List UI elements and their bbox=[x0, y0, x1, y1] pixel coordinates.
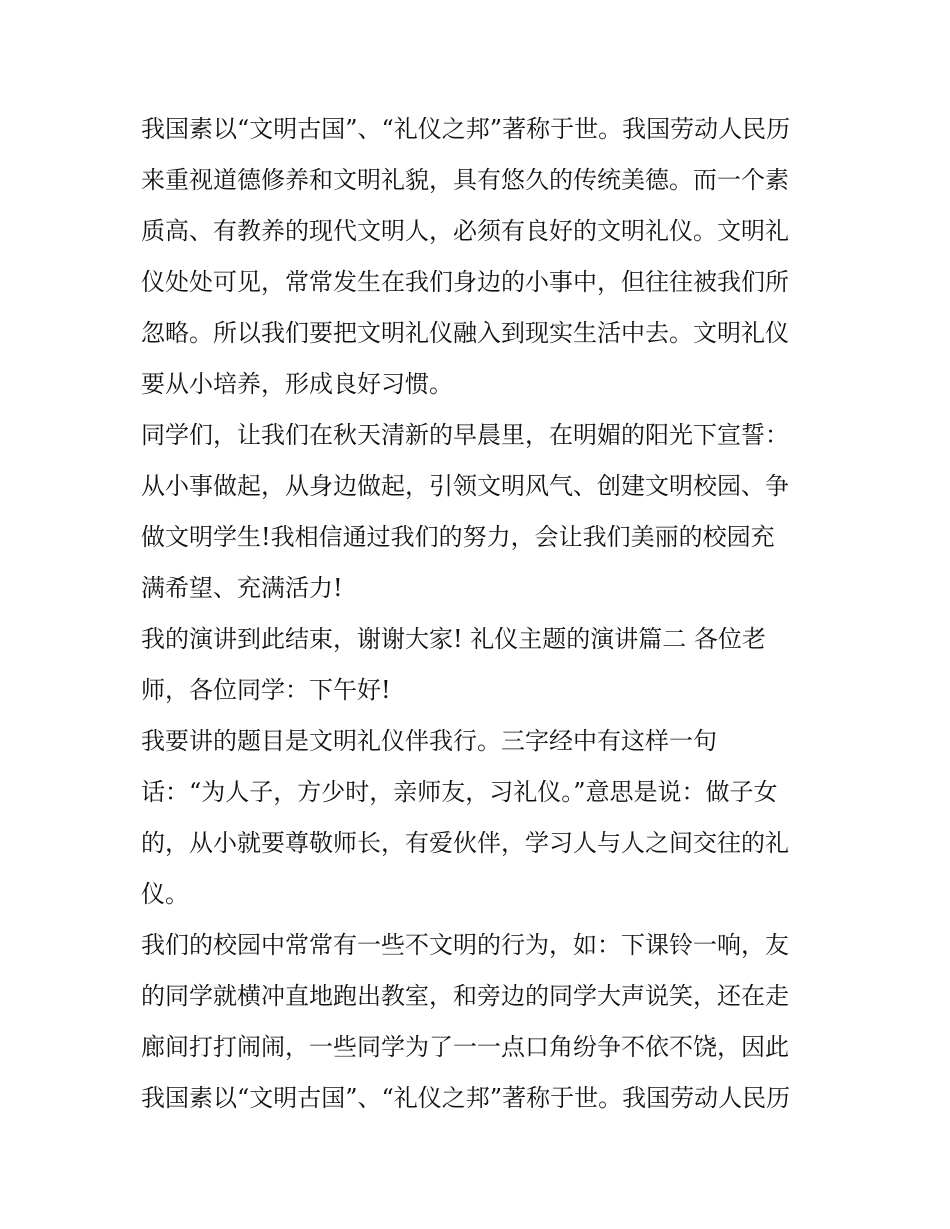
body-text bbox=[141, 104, 821, 1124]
text-line: 从小事做起，从身边做起，引领文明风气、创建文明校园、争 bbox=[141, 472, 789, 500]
text-line: 质高、有教养的现代文明人，必须有良好的文明礼仪。文明礼 bbox=[141, 217, 789, 245]
text-line: 忽略。所以我们要把文明礼仪融入到现实生活中去。文明礼仪 bbox=[141, 319, 789, 347]
text-line: 话：“为人子，方少时，亲师友，习礼仪。”意思是说：做子女 bbox=[141, 778, 778, 806]
text-line: 我的演讲到此结束，谢谢大家! 礼仪主题的演讲篇二 各位老 bbox=[141, 625, 766, 653]
text-line: 仪处处可见，常常发生在我们身边的小事中，但往往被我们所 bbox=[141, 268, 789, 296]
text-line: 仪。 bbox=[141, 880, 189, 908]
text-line: 做文明学生!我相信通过我们的努力，会让我们美丽的校园充 bbox=[141, 523, 775, 551]
text-line: 师，各位同学：下午好! bbox=[141, 676, 391, 704]
text-line: 满希望、充满活力! bbox=[141, 574, 343, 602]
text-line: 我们的校园中常常有一些不文明的行为，如：下课铃一响，友 bbox=[141, 931, 789, 959]
text-line: 的同学就横冲直地跑出教室，和旁边的同学大声说笑，还在走 bbox=[141, 982, 789, 1010]
text-line: 来重视道德修养和文明礼貌，具有悠久的传统美德。而一个素 bbox=[141, 166, 789, 194]
text-line: 同学们，让我们在秋天清新的早晨里，在明媚的阳光下宣誓： bbox=[141, 421, 789, 449]
text-line: 廊间打打闹闹，一些同学为了一一点口角纷争不依不饶，因此 bbox=[141, 1033, 789, 1061]
text-line: 的，从小就要尊敬师长，有爱伙伴，学习人与人之间交往的礼 bbox=[141, 829, 789, 857]
text-line: 要从小培养，形成良好习惯。 bbox=[141, 370, 453, 398]
text-line: 我国素以“文明古国”、“礼仪之邦”著称于世。我国劳动人民历 bbox=[141, 115, 791, 143]
text-line: 我国素以“文明古国”、“礼仪之邦”著称于世。我国劳动人民历 bbox=[141, 1084, 791, 1112]
text-line: 我要讲的题目是文明礼仪伴我行。三字经中有这样一句 bbox=[141, 727, 717, 755]
